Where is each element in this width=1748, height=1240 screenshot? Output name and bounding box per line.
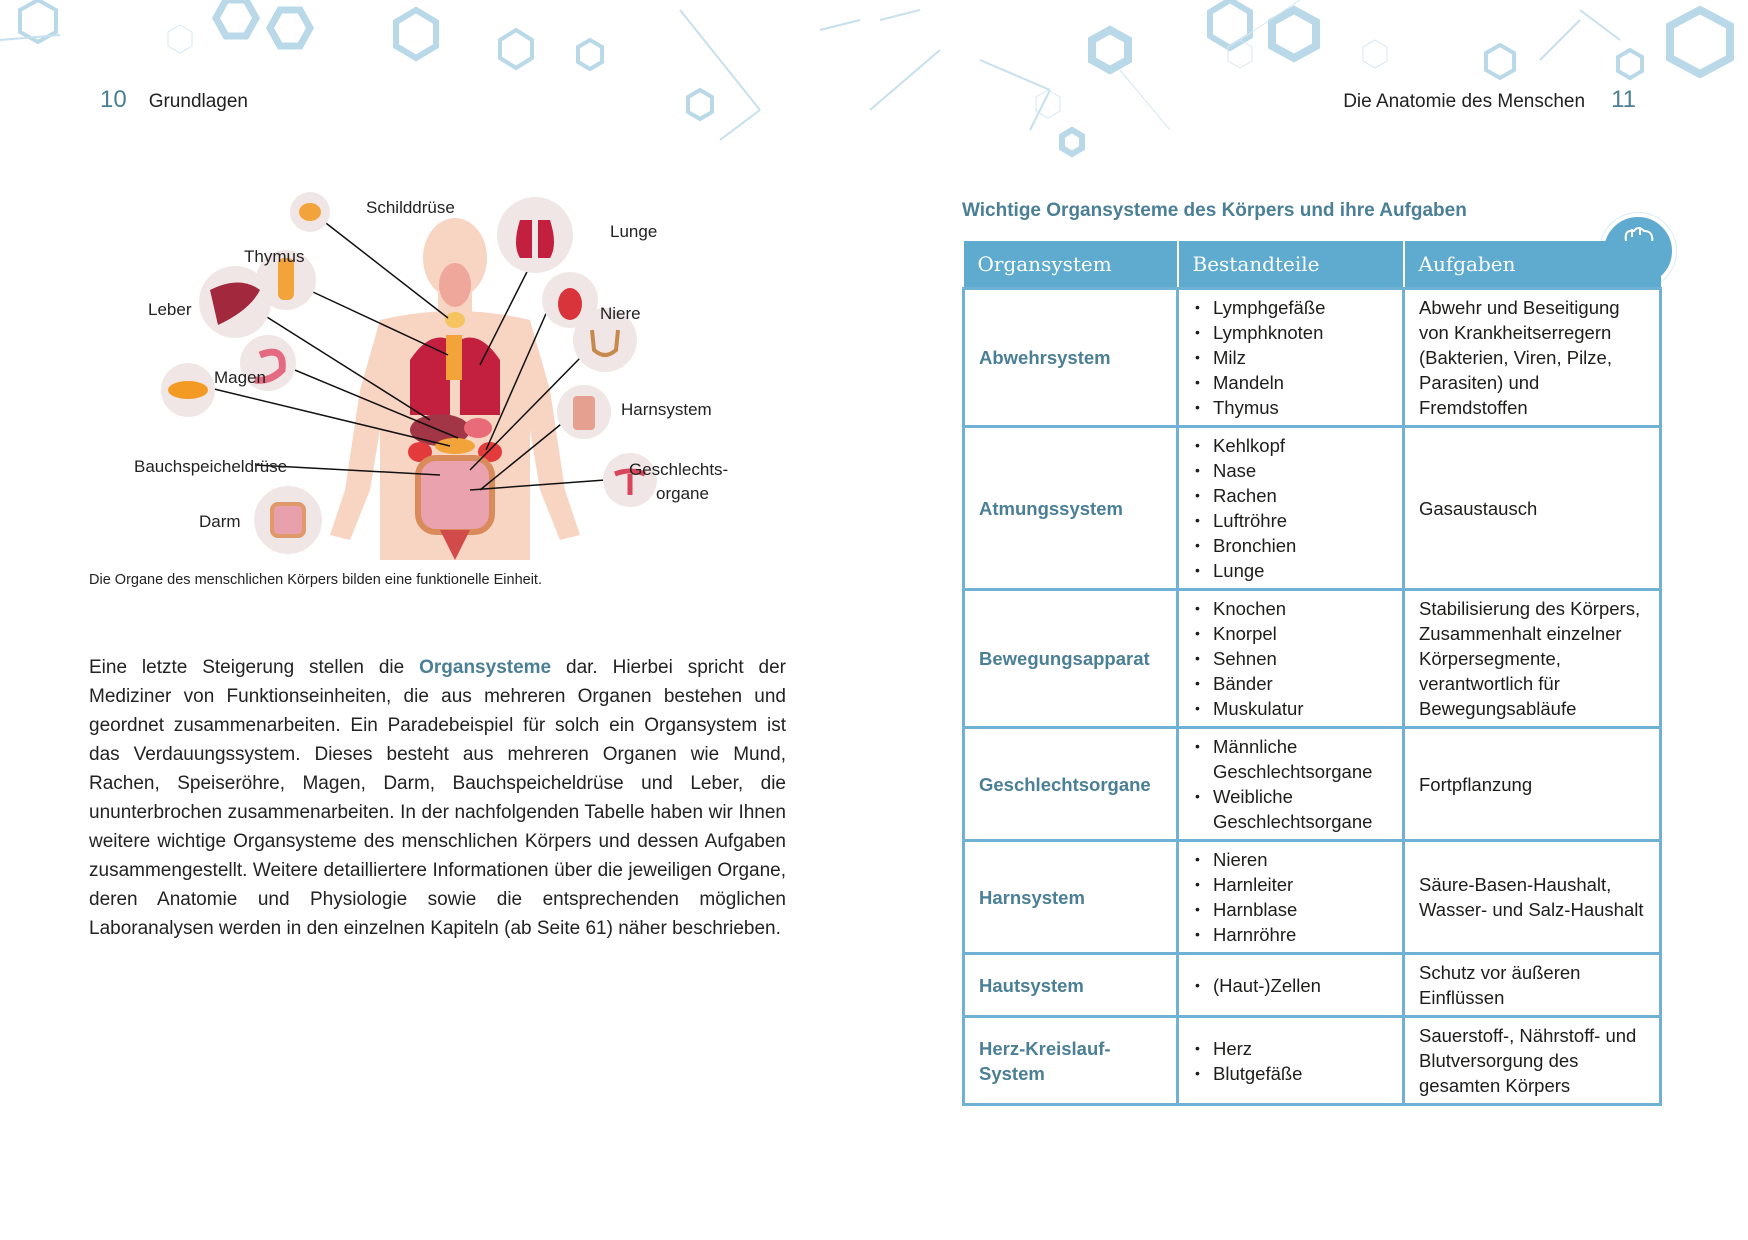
anatomy-illustration <box>110 190 760 560</box>
left-section-title: Grundlagen <box>148 91 248 112</box>
parts-list <box>1193 295 1388 420</box>
kidney-icon <box>558 288 582 320</box>
parts-list-item: • Harnröhre <box>1193 922 1388 947</box>
parts-list-item: • Rachen <box>1193 483 1388 508</box>
parts-list-item: • Nase <box>1193 458 1388 483</box>
table-row <box>964 1017 1661 1105</box>
pancreas-icon <box>168 381 208 399</box>
organ-system-task: Abwehr und Beseitigung von Krankheitserregern (Bakterien, Viren, Pilze, Parasiten) und Fremdstoffen <box>1404 289 1661 427</box>
organ-system-name: Harnsystem <box>964 841 1178 954</box>
parts-list <box>1193 1036 1388 1086</box>
table-title: Wichtige Organsysteme des Körpers und ihre Aufgaben <box>962 200 1467 221</box>
organ-systems-table <box>962 241 1662 1106</box>
parts-list-item: • Nieren <box>1193 847 1388 872</box>
parts-list-item: • (Haut-)Zellen <box>1193 973 1388 998</box>
parts-list-item: • Sehnen <box>1193 646 1388 671</box>
label-schilddruese: Schilddrüse <box>366 198 455 217</box>
label-thymus: Thymus <box>244 247 305 266</box>
label-geschlechtsorgane-line2: organe <box>656 484 709 503</box>
parts-list-item: • Blutgefäße <box>1193 1061 1388 1086</box>
left-page-header <box>100 86 248 114</box>
organ-system-name: Bewegungsapparat <box>964 590 1178 728</box>
parts-list-item: • Männliche Geschlechtsorgane <box>1193 734 1388 784</box>
parts-list-item: • Kehlkopf <box>1193 433 1388 458</box>
parts-list <box>1193 433 1388 583</box>
header-organsystem: Organsystem <box>964 241 1178 289</box>
label-leber: Leber <box>148 300 192 319</box>
label-harnsystem: Harnsystem <box>621 400 712 419</box>
molecule-decoration <box>0 0 1748 160</box>
parts-list-item: • Herz <box>1193 1036 1388 1061</box>
table-header-row <box>964 241 1661 289</box>
table-row <box>964 841 1661 954</box>
body-text-rest: dar. Hierbei spricht der Mediziner von Funktionseinheiten, die aus mehreren Organen bestehen und geordnet zusammenarbeiten. Ein Paradebeispiel für solch ein Organsystem ist das Verdauungssystem. Dieses besteht aus mehreren Organen wie Mund, Rachen, Speiseröhre, Magen, Darm, Bauchspeicheldrüse und Leber, die ununterbrochen zusammenarbeiten. In der nachfolgenden Tabelle haben wir Ihnen weitere wichtige Organsysteme des menschlichen Körpers und dessen Aufgaben zusammengestellt. Weitere detailliertere Informationen über die jeweiligen Organe, deren Anatomie und Physiologie sowie die entsprechenden möglichen Laboranalysen werden in den einzelnen Kapiteln (ab Seite 61) näher beschrieben. <box>89 657 787 939</box>
parts-list-item: • Knochen <box>1193 596 1388 621</box>
organ-system-task: Stabilisierung des Körpers, Zusammenhalt einzelner Körpersegmente, verantwortlich für Bewegungsabläufe <box>1404 590 1661 728</box>
organ-system-name: Herz-Kreislauf-System <box>964 1017 1178 1105</box>
body-text-start: Eine letzte Steigerung stellen die <box>89 657 420 678</box>
parts-list-item: • Lymphknoten <box>1193 320 1388 345</box>
body-paragraph <box>89 653 786 943</box>
parts-list <box>1193 847 1388 947</box>
body-highlight-term: Organsysteme <box>419 657 552 678</box>
parts-list-item: • Milz <box>1193 345 1388 370</box>
parts-list-item: • Luftröhre <box>1193 508 1388 533</box>
thyroid-icon <box>299 203 321 221</box>
parts-list-item: • Muskulatur <box>1193 696 1388 721</box>
table-body <box>964 289 1661 1105</box>
parts-list-item: • Mandeln <box>1193 370 1388 395</box>
male-organs-icon <box>573 396 595 430</box>
figure-caption: Die Organe des menschlichen Körpers bilden eine funktionelle Einheit. <box>89 572 542 588</box>
organ-system-parts <box>1178 289 1404 427</box>
parts-list <box>1193 973 1388 998</box>
table-row <box>964 728 1661 841</box>
parts-list-item: • Bronchien <box>1193 533 1388 558</box>
table-row <box>964 954 1661 1017</box>
parts-list-item: • Thymus <box>1193 395 1388 420</box>
right-section-title: Die Anatomie des Menschen <box>1343 91 1586 112</box>
table-row <box>964 590 1661 728</box>
organ-figure <box>110 190 760 560</box>
parts-list-item: • Knorpel <box>1193 621 1388 646</box>
label-darm: Darm <box>199 512 241 531</box>
table-row <box>964 289 1661 427</box>
parts-list-item: • Harnblase <box>1193 897 1388 922</box>
parts-list-item: • Weibliche Geschlechtsorgane <box>1193 784 1388 834</box>
left-page-number: 10 <box>100 86 127 113</box>
organ-system-name: Atmungssystem <box>964 427 1178 590</box>
organ-system-task: Säure-Basen-Haushalt, Wasser- und Salz-Haushalt <box>1404 841 1661 954</box>
label-lunge: Lunge <box>610 222 658 241</box>
organ-system-task: Fortpflanzung <box>1404 728 1661 841</box>
organ-system-task: Sauerstoff-, Nährstoff- und Blutversorgung des gesamten Körpers <box>1404 1017 1661 1105</box>
organ-system-name: Geschlechtsorgane <box>964 728 1178 841</box>
label-geschlechtsorgane-line1: Geschlechts- <box>629 460 729 479</box>
parts-list-item: • Lunge <box>1193 558 1388 583</box>
organ-system-task: Gasaustausch <box>1404 427 1661 590</box>
organ-system-name: Abwehrsystem <box>964 289 1178 427</box>
organ-system-parts <box>1178 427 1404 590</box>
parts-list-item: • Lymphgefäße <box>1193 295 1388 320</box>
parts-list <box>1193 734 1388 834</box>
right-page-header <box>1343 86 1636 114</box>
header-bestandteile: Bestandteile <box>1178 241 1404 289</box>
parts-list <box>1193 596 1388 721</box>
organ-system-parts <box>1178 1017 1404 1105</box>
label-magen: Magen <box>214 368 266 387</box>
table-row <box>964 427 1661 590</box>
label-bauchspeicheldruese: Bauchspeicheldrüse <box>134 457 288 476</box>
organ-system-name: Hautsystem <box>964 954 1178 1017</box>
organ-system-parts <box>1178 590 1404 728</box>
right-page-number: 11 <box>1611 86 1636 113</box>
organ-system-parts <box>1178 728 1404 841</box>
organ-system-parts <box>1178 954 1404 1017</box>
parts-list-item: • Bänder <box>1193 671 1388 696</box>
intestine-icon <box>272 504 304 536</box>
organ-system-task: Schutz vor äußeren Einflüssen <box>1404 954 1661 1017</box>
parts-list-item: • Harnleiter <box>1193 872 1388 897</box>
header-aufgaben: Aufgaben <box>1404 241 1661 289</box>
label-niere: Niere <box>600 304 641 323</box>
organ-system-parts <box>1178 841 1404 954</box>
